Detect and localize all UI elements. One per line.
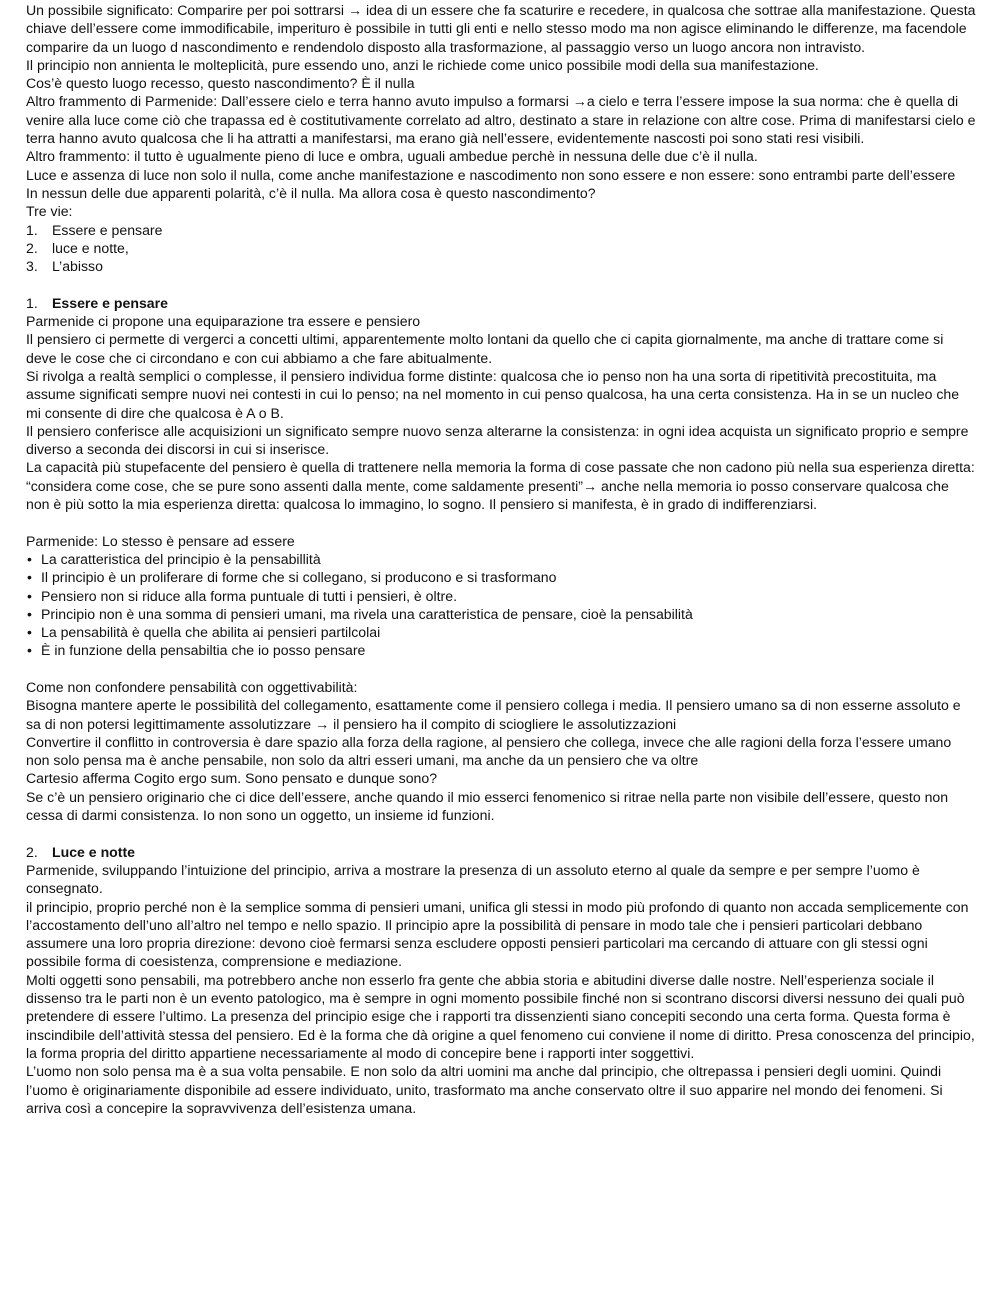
tre-vie-label: Tre vie: bbox=[26, 203, 73, 220]
section-paragraph: Se c’è un pensiero originario che ci dice dell’essere, anche quando il mio esserci fenomenico si ritrae nella parte non visibile dell’essere, questo non cessa di darmi consistenza. Io non sono un oggetto, un insieme id funzioni. bbox=[26, 788, 949, 824]
section-paragraph: Cartesio afferma Cogito ergo sum. Sono pensato e dunque sono? bbox=[26, 770, 438, 787]
section-heading bbox=[26, 294, 976, 312]
section-paragraph: Parmenide ci propone una equiparazione tra essere e pensiero bbox=[26, 313, 421, 330]
section-number: 1. bbox=[26, 294, 38, 311]
section-paragraph: L’uomo non solo pensa ma è a sua volta pensabile. E non solo da altri uomini ma anche dal principio, che oltrepassa i pensieri degli uomini. Quindi l’uomo è originariamente disponibile ad essere individuato, unito, trasformato ma anche conservato oltre il suo apparire nel mondo dei fenomeni. Si arriva così a concepire la sopravvivenza dell’esistenza umana. bbox=[26, 1063, 943, 1116]
spacer bbox=[26, 660, 976, 678]
list-number: 3. bbox=[26, 258, 38, 275]
section-paragraph: Si rivolga a realtà semplici o complesse, il pensiero individua forme distinte: qualcosa che io penso non ha una sorta di ripetitività precostituita, ma assume significati sempre nuovi nei contesti in cui lo penso; na nel momento in cui penso qualcosa, ha una certa consistenza. Ha in se un nucleo che mi consente di dire che qualcosa è A o B. bbox=[26, 367, 960, 421]
spacer bbox=[26, 824, 976, 842]
list-item-text: Essere e pensare bbox=[52, 221, 163, 238]
section-paragraph: Il pensiero conferisce alle acquisizioni un significato sempre nuovo senza alterarne la consistenza: in ogni idea acquista un significato proprio e sempre diverso a seconda dei discorsi in cui si inserisce. bbox=[26, 422, 969, 458]
intro-paragraph: Altro frammento: il tutto è ugualmente pieno di luce e ombra, uguali ambedue perchè in nessuna delle due c’è il nulla. bbox=[26, 148, 758, 165]
section-paragraph: Parmenide, sviluppando l’intuizione del principio, arriva a mostrare la presenza di un assoluto eterno al quale da sempre e per sempre l’uomo è consegnato. bbox=[26, 861, 920, 897]
section-paragraph: La capacità più stupefacente del pensiero è quella di trattenere nella memoria la forma di cose passate che non cadono più nella sua esperienza diretta: “considera come cose, che se pure sono assenti dalla mente, come saldamente presenti”→ anche nella memoria io posso conservare qualcosa che non è più sotto la mia esperienza diretta: qualcosa lo immagino, lo sogno. Il pensiero si manifesta, è in grado di indifferenziarsi. bbox=[26, 459, 975, 513]
list-number: 2. bbox=[26, 239, 38, 256]
intro-paragraph: Altro frammento di Parmenide: Dall’essere cielo e terra hanno avuto impulso a formarsi →a cielo e terra l’essere impose la sua norma: che è quella di venire alla luce come ciò che trapassa ed è costitutivamente correlato ad altro, destinato a stare in relazione con altre cose. Prima di manifestarsi cielo e terra hanno avuto qualcosa che li ha attratti a manifestarsi, ma erano già nell’essere, evidentemente nascosti poi sono stati resi visibili. bbox=[26, 93, 976, 147]
list-item bbox=[26, 257, 976, 275]
bullet-item: • La pensabilità è quella che abilita ai pensieri partilcolai bbox=[26, 623, 976, 641]
intro-paragraph: Cos’è questo luogo recesso, questo nascondimento? È il nulla bbox=[26, 75, 415, 92]
bullet-item: • Principio non è una somma di pensieri umani, ma rivela una caratteristica de pensare, cioè la pensabilità bbox=[26, 605, 976, 623]
intro-paragraph: Il principio non annienta le molteplicità, pure essendo uno, anzi le richiede come unico possibile modi della sua manifestazione. bbox=[26, 56, 819, 73]
bullet-item: • Pensiero non si riduce alla forma puntuale di tutti i pensieri, è oltre. bbox=[26, 587, 976, 605]
bullet-list bbox=[26, 550, 976, 660]
tre-vie-list bbox=[26, 221, 976, 276]
spacer bbox=[26, 513, 976, 531]
intro-paragraph: Luce e assenza di luce non solo il nulla, come anche manifestazione e nascodimento non sono essere e non essere: sono entrambi parte dell’essere bbox=[26, 166, 956, 183]
list-number: 1. bbox=[26, 221, 38, 238]
oggettivabilita-heading: Come non confondere pensabilità con oggettivabilità: bbox=[26, 678, 358, 695]
section-paragraph: Molti oggetti sono pensabili, ma potrebbero anche non esserlo fra gente che abbia storia e abitudini diverse dalle nostre. Nell’esperienza sociale il dissenso tra le parti non è un evento patologico, ma è sempre in ogni momento possibile finché non si scontrano discorsi diversi nessuno dei quali può pretendere di essere l’ultimo. La presenza del principio esige che i rapporti tra dissenzienti siano concepiti secondo una certa forma. Questa forma è inscindibile dell’attività stessa del pensiero. Ed è la forma che dà origine a quel fenomeno cui conviene il nome di diritto. Presa conoscenza del principio, la forma propria del diritto appartiene necessariamente al modo di concepire bene i rapporti inter soggettivi. bbox=[26, 971, 975, 1061]
bullet-item: • È in funzione della pensabiltia che io posso pensare bbox=[26, 641, 976, 659]
section-number: 2. bbox=[26, 843, 38, 860]
list-item-text: L’abisso bbox=[52, 258, 103, 275]
bullet-item: • Il principio è un proliferare di forme che si collegano, si producono e si trasformano bbox=[26, 568, 976, 586]
section-title: Essere e pensare bbox=[52, 294, 168, 311]
section-paragraph: Bisogna mantere aperte le possibilità del collegamento, esattamente come il pensiero collega i media. Il pensiero umano sa di non esserne assoluto e sa di non potersi legittimamente assolutizzare → il pensiero ha il compito di sciogliere le assolutizzazioni bbox=[26, 697, 961, 732]
parmenide-heading: Parmenide: Lo stesso è pensare ad essere bbox=[26, 532, 295, 549]
list-item bbox=[26, 221, 976, 239]
section-title: Luce e notte bbox=[52, 843, 136, 860]
bullet-item: • La caratteristica del principio è la pensabillità bbox=[26, 550, 976, 568]
list-item-text: luce e notte, bbox=[52, 239, 129, 256]
intro-paragraph: Un possibile significato: Comparire per poi sottrarsi → idea di un essere che fa scaturire e recedere, in qualcosa che sottrae alla manifestazione. Questa chiave dell’essere come immodificabile, imperituro è possibile in tutti gli enti e nello stesso modo ma non agisce eliminando le differenze, ma facendole comparire da un luogo d nascondimento e rendendolo disposto alla trasformazione, al passaggio verso un luogo ancora non intravisto. bbox=[26, 2, 976, 55]
intro-paragraph: In nessun delle due apparenti polarità, c’è il nulla. Ma allora cosa è questo nascondimento? bbox=[26, 184, 596, 201]
section-paragraph: Convertire il conflitto in controversia è dare spazio alla forza della ragione, al pensiero che collega, invece che alle ragioni della forza l’essere umano non solo pensa ma è anche pensabile, non solo da altri esseri umani, ma anche da un pensiero che va oltre bbox=[26, 733, 952, 769]
list-item bbox=[26, 239, 976, 257]
section-paragraph: il principio, proprio perché non è la semplice somma di pensieri umani, unifica gli stessi in modo più profondo di quanto non accada semplicemente con l’accostamento dell’uno all’altro nel tempo e nello spazio. Il principio apre la possibilità di pensare in modo tale che i pensieri particolari debbano assumere una loro propria direzione: devono cioè fermarsi senza escludere opposti pensieri particolari ma cercando di attuare con gli stessi ogni possibile forma di coesistenza, comprensione e mediazione. bbox=[26, 898, 969, 970]
section-heading bbox=[26, 843, 976, 861]
section-paragraph: Il pensiero ci permette di vergerci a concetti ultimi, apparentemente molto lontani da quello che ci capita giornalmente, ma anche di trattare come si deve le cose che ci circondano e con cui abbiamo a che fare abitualmente. bbox=[26, 331, 944, 366]
spacer bbox=[26, 275, 976, 293]
